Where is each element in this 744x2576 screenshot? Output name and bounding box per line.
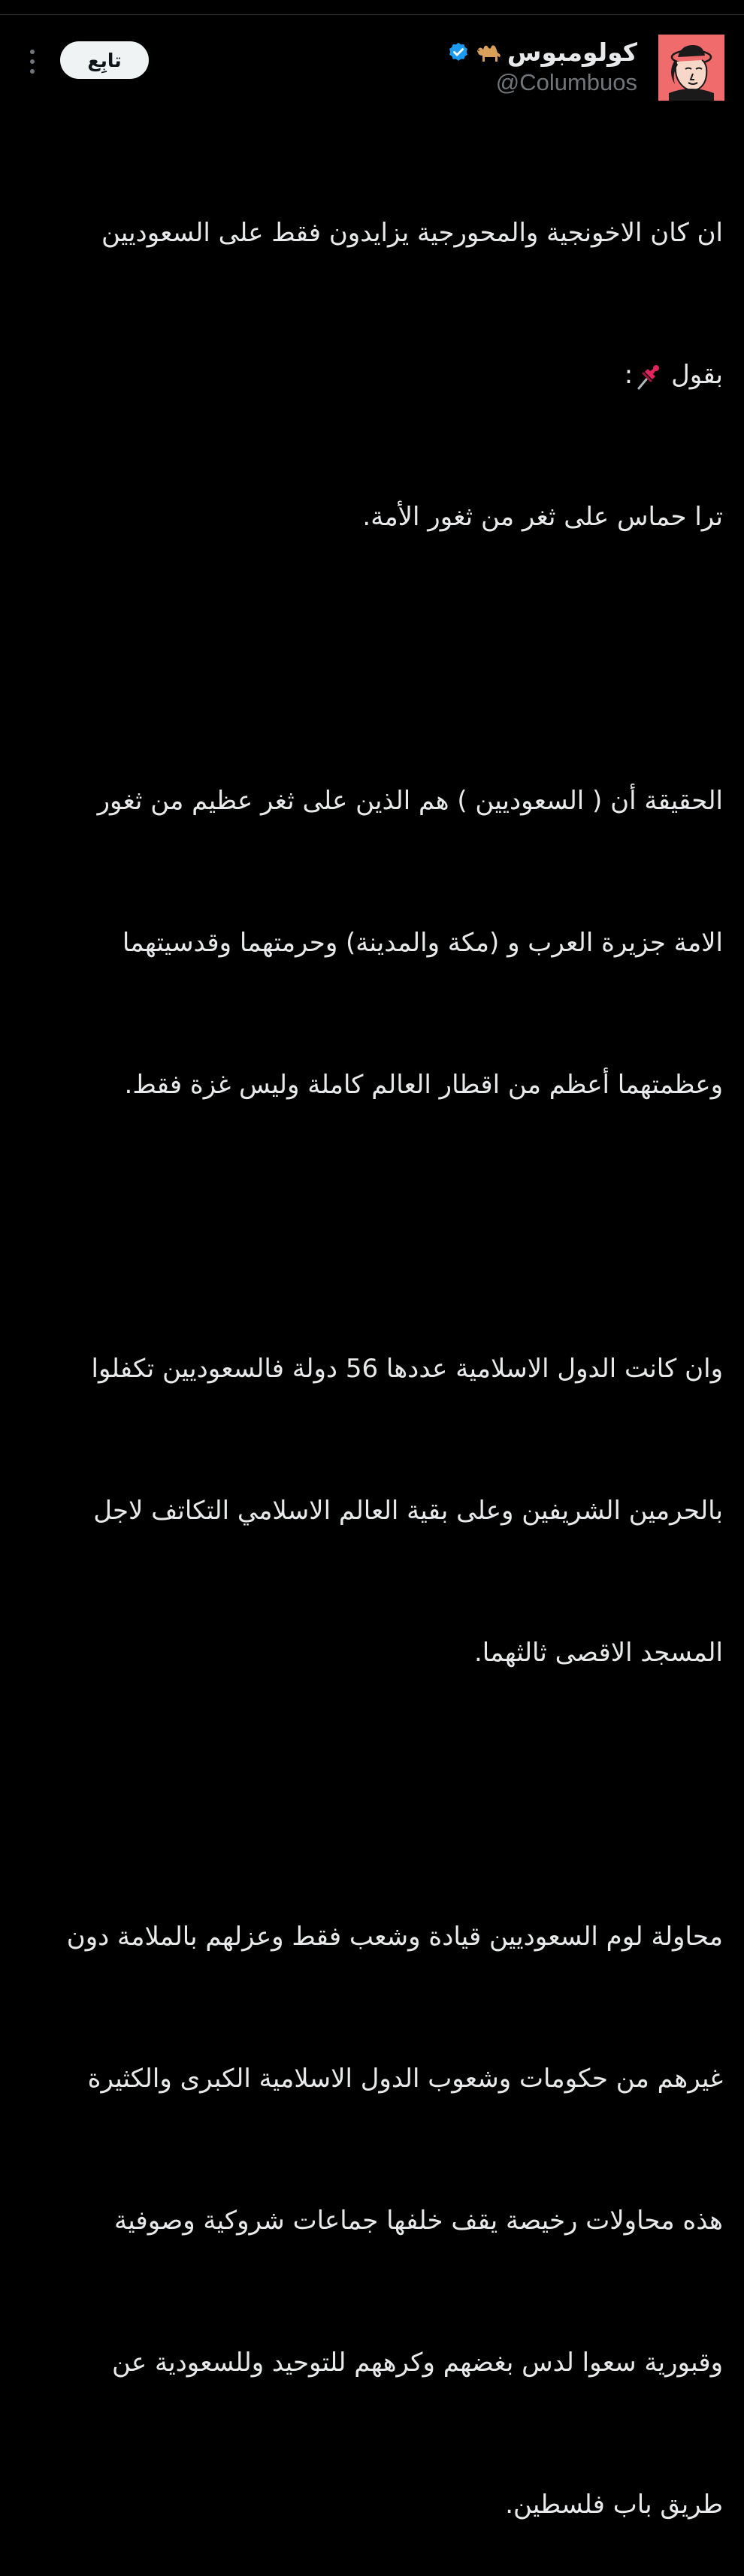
display-name[interactable]: كولومبوس (507, 38, 637, 67)
tweet-line: بالحرمين الشريفين وعلى بقية العالم الاسلامي التكاتف لاجل (93, 1496, 723, 1526)
tweet-line: غيرهم من حكومات وشعوب الدول الاسلامية الكبرى والكثيرة (87, 2064, 723, 2094)
tweet-blank-line (32, 1203, 723, 1251)
tweet-line: وان كانت الدول الاسلامية عددها 56 دولة فالسعوديين تكفلوا (91, 1354, 723, 1384)
tweet-line: هذه محاولات رخيصة يقف خلفها جماعات شروكية وصوفية (114, 2206, 723, 2236)
avatar[interactable] (658, 35, 724, 101)
tweet-line-with-pin (32, 352, 723, 399)
tweet-line: الامة جزيرة العرب و (مكة والمدينة) وحرمتهما وقدسيتهما (122, 928, 723, 958)
tweet-line: المسجد الاقصى ثالثهما. (473, 1638, 723, 1668)
tweet-header (0, 35, 744, 110)
more-vertical-icon[interactable] (23, 47, 42, 77)
tweet-line: طريق باب فلسطين. (505, 2490, 723, 2520)
tweet-line: ان كان الاخونجية والمحورجية يزايدون فقط على السعوديين (101, 218, 723, 248)
tweet-line: ترا حماس على ثغر من ثغور الأمة. (362, 502, 723, 532)
pin-suffix: : (624, 360, 634, 390)
pushpin-icon (633, 361, 663, 391)
tweet-blank-line (32, 1771, 723, 1819)
tweet-line-text: بقول (671, 360, 723, 390)
more-dot (30, 50, 35, 54)
tweet-line: وقبورية سعوا لدس بغضهم وكرههم للتوحيد وللسعودية عن (111, 2348, 723, 2378)
top-divider (0, 14, 744, 15)
more-dot (30, 59, 35, 64)
verified-badge-icon[interactable] (447, 41, 470, 64)
more-dot (30, 69, 35, 74)
tweet-line: محاولة لوم السعوديين قيادة وشعب فقط وعزلهم بالملامة دون (66, 1922, 723, 1952)
display-name-row[interactable] (447, 38, 637, 68)
author-names (447, 38, 637, 98)
handle[interactable]: @Columbuos (495, 69, 637, 95)
avatar-illustration (658, 35, 724, 101)
tweet-blank-line (32, 636, 723, 683)
tweet-line: الحقيقة أن ( السعوديين ) هم الذين على ثغر عظيم من ثغور (97, 786, 723, 816)
tweet-line: وعظمتهما أعظم من اقطار العالم كاملة وليس غزة فقط. (124, 1070, 723, 1100)
camel-icon (474, 41, 503, 65)
tweet-text (32, 115, 723, 2576)
follow-button[interactable]: تابِع (60, 41, 149, 79)
